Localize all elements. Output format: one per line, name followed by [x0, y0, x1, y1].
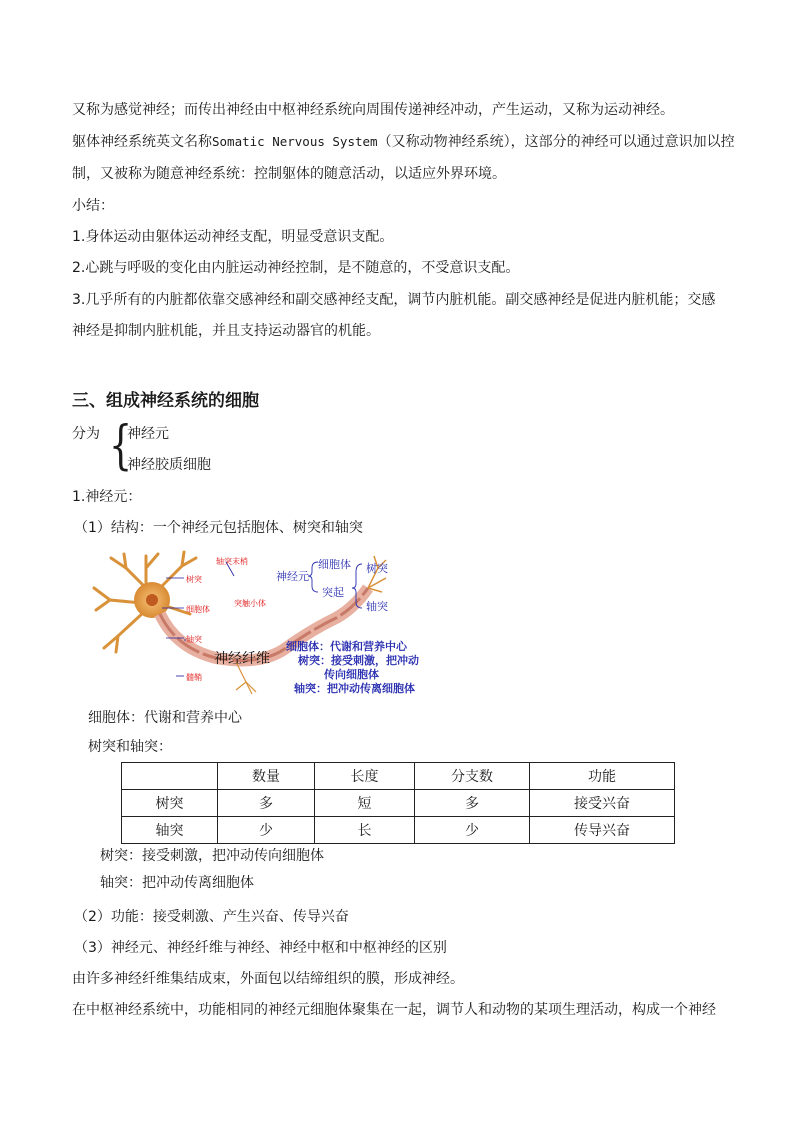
cell-body-line: 细胞体：代谢和营养中心: [88, 710, 242, 726]
divide-item-neuron: 神经元: [127, 426, 169, 442]
table-cell: 长: [315, 817, 415, 844]
table-cell: 轴突: [122, 817, 218, 844]
brace-icon: {: [108, 416, 133, 476]
label-myelin: 髓鞘: [186, 673, 202, 682]
table-cell: 接受兴奋: [530, 790, 675, 817]
table-header-cell: 数量: [218, 763, 315, 790]
table-cell: 传导兴奋: [530, 817, 675, 844]
tree-braces: [86, 548, 446, 698]
table-header-cell: 长度: [315, 763, 415, 790]
table-cell: 短: [315, 790, 415, 817]
text-span: 躯体神经系统英文名称: [72, 134, 212, 150]
label-nerve-fiber: 神经纤维: [214, 651, 270, 667]
summary-item-3: 3.几乎所有的内脏都依靠交感神经和副交感神经支配，调节内脏机能。副交感神经是促进内脏机能；交感: [72, 292, 716, 308]
axon-line: 轴突：把冲动传离细胞体: [100, 875, 254, 891]
paragraph-line: [72, 132, 735, 152]
label-axon-terminal: 轴突末梢: [216, 557, 248, 566]
table-header-cell: 功能: [530, 763, 675, 790]
table-cell: 少: [218, 817, 315, 844]
summary-item-1: 1.身体运动由躯体运动神经支配，明显受意识支配。: [72, 229, 394, 245]
table-row: [122, 817, 675, 844]
note-dendrite: 树突：接受刺激，把冲动: [298, 654, 419, 667]
section-heading: 三、组成神经系统的细胞: [72, 391, 259, 411]
english-name: Somatic Nervous System: [212, 134, 378, 149]
dendrite-line: 树突：接受刺激，把冲动传向细胞体: [100, 848, 324, 864]
divide-label: 分为: [72, 426, 100, 442]
comparison-table: [121, 762, 675, 844]
table-cell: 树突: [122, 790, 218, 817]
table-cell: 多: [218, 790, 315, 817]
label-axon: 轴突: [186, 635, 202, 644]
tree-dendrite: 树突: [366, 562, 388, 575]
divide-item-glia: 神经胶质细胞: [127, 457, 211, 473]
paragraph-line: 制，又被称为随意神经系统：控制躯体的随意活动，以适应外界环境。: [72, 166, 506, 182]
tree-cell-body: 细胞体: [318, 558, 351, 571]
tree-axon: 轴突: [366, 600, 388, 613]
summary-item-2: 2.心跳与呼吸的变化由内脏运动神经控制，是不随意的，不受意识支配。: [72, 260, 520, 276]
table-header-row: [122, 763, 675, 790]
neuron-title: 1.神经元：: [72, 489, 142, 505]
table-cell: 多: [415, 790, 530, 817]
note-dendrite-cont: 传向细胞体: [324, 668, 379, 681]
table-header-cell: [122, 763, 218, 790]
dend-axon-line: 树突和轴突：: [88, 739, 172, 755]
note-cell-body: 细胞体：代谢和营养中心: [286, 640, 407, 653]
nerve-line: 由许多神经纤维集结成束，外面包以结缔组织的膜，形成神经。: [72, 971, 464, 987]
summary-item-3-cont: 神经是抑制内脏机能，并且支持运动器官的机能。: [72, 323, 380, 339]
tree-process: 突起: [322, 586, 344, 599]
note-axon: 轴突：把冲动传离细胞体: [294, 682, 415, 695]
table-row: [122, 790, 675, 817]
label-synaptic-knob: 突触小体: [234, 599, 266, 608]
center-line: 在中枢神经系统中，功能相同的神经元细胞体聚集在一起，调节人和动物的某项生理活动，构成一个神经: [72, 1002, 716, 1018]
function-line: （2）功能：接受刺激、产生兴奋、传导兴奋: [74, 909, 349, 925]
difference-line: （3）神经元、神经纤维与神经、神经中枢和中枢神经的区别: [74, 940, 447, 956]
tree-root: 神经元: [276, 570, 309, 583]
paragraph-line: 又称为感觉神经；而传出神经由中枢神经系统向周围传递神经冲动，产生运动，又称为运动神经。: [72, 102, 674, 118]
summary-label: 小结：: [72, 198, 114, 214]
structure-line: （1）结构：一个神经元包括胞体、树突和轴突: [74, 520, 363, 536]
table-header-cell: 分支数: [415, 763, 530, 790]
neuron-figure: [86, 548, 446, 698]
table-cell: 少: [415, 817, 530, 844]
label-dendrite: 树突: [186, 575, 202, 584]
text-span: （又称动物神经系统），这部分的神经可以通过意识加以控: [377, 134, 735, 150]
label-cell-body: 细胞体: [186, 605, 210, 614]
